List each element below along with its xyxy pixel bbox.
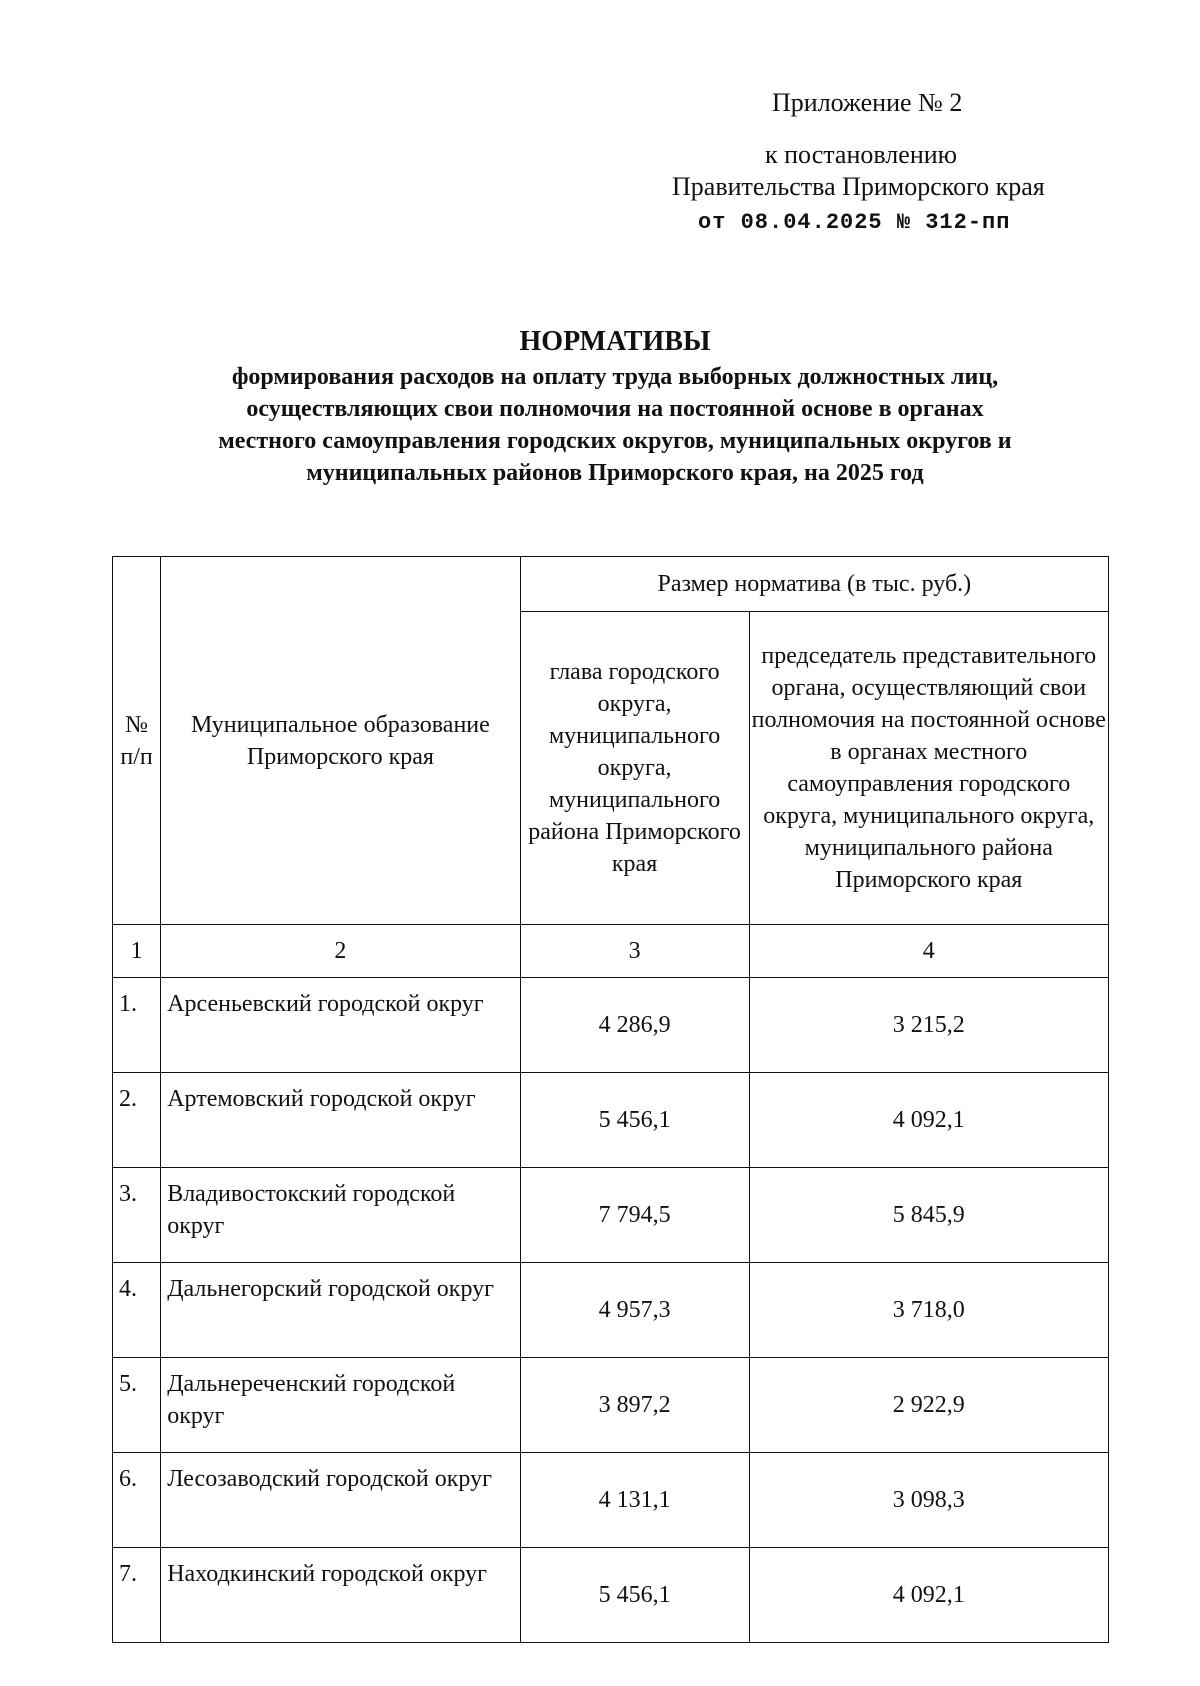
col-header-norm-size: Размер норматива (в тыс. руб.)	[520, 557, 1108, 612]
subtitle-line: муниципальных районов Приморского края, на 2025 год	[306, 460, 924, 486]
municipality-name: Артемовский городской округ	[161, 1073, 520, 1168]
row-number: 4.	[113, 1263, 161, 1358]
table-row	[113, 1168, 1109, 1263]
head-norm-value: 3 897,2	[520, 1358, 749, 1453]
municipality-name: Лесозаводский городской округ	[161, 1453, 520, 1548]
table-row	[113, 1073, 1109, 1168]
municipality-name: Дальнегорский городской округ	[161, 1263, 520, 1358]
to-decree-label: к постановлению	[765, 140, 958, 169]
chair-norm-value: 4 092,1	[749, 1548, 1108, 1643]
table-row	[113, 1548, 1109, 1643]
chair-norm-value: 3 098,3	[749, 1453, 1108, 1548]
table-row	[113, 1263, 1109, 1358]
chair-norm-value: 3 718,0	[749, 1263, 1108, 1358]
subtitle-line: формирования расходов на оплату труда выборных должностных лиц,	[231, 364, 999, 390]
row-number: 6.	[113, 1453, 161, 1548]
column-index: 4	[749, 925, 1108, 978]
document-subtitle	[120, 361, 1110, 489]
appendix-number: Приложение № 2	[772, 88, 963, 117]
subtitle-line: осуществляющих свои полномочия на постоянной основе в органах	[246, 396, 984, 422]
table-row	[113, 978, 1109, 1073]
chair-norm-value: 3 215,2	[749, 978, 1108, 1073]
subtitle-line: местного самоуправления городских округов, муниципальных округов и	[218, 428, 1012, 454]
col-header-municipality: Муниципальное образование Приморского края	[161, 557, 520, 925]
chair-norm-value: 5 845,9	[749, 1168, 1108, 1263]
column-index: 2	[161, 925, 520, 978]
row-number: 3.	[113, 1168, 161, 1263]
col-header-number: № п/п	[113, 557, 161, 925]
document-title-block	[120, 325, 1110, 489]
row-number: 7.	[113, 1548, 161, 1643]
column-index: 3	[520, 925, 749, 978]
row-number: 1.	[113, 978, 161, 1073]
column-index: 1	[113, 925, 161, 978]
col-header-head: глава городского округа, муниципального округа, муниципального района Приморского края	[520, 612, 749, 925]
municipality-name: Дальнереченский городской округ	[161, 1358, 520, 1453]
head-norm-value: 4 286,9	[520, 978, 749, 1073]
table-header-row	[113, 557, 1109, 612]
table-row	[113, 1453, 1109, 1548]
norms-table	[112, 556, 1109, 1643]
table-row	[113, 1358, 1109, 1453]
head-norm-value: 4 957,3	[520, 1263, 749, 1358]
column-index-row	[113, 925, 1109, 978]
government-label: Правительства Приморского края	[672, 172, 1045, 201]
municipality-name: Арсеньевский городской округ	[161, 978, 520, 1073]
head-norm-value: 4 131,1	[520, 1453, 749, 1548]
chair-norm-value: 2 922,9	[749, 1358, 1108, 1453]
head-norm-value: 5 456,1	[520, 1073, 749, 1168]
row-number: 2.	[113, 1073, 161, 1168]
chair-norm-value: 4 092,1	[749, 1073, 1108, 1168]
municipality-name: Владивостокский городской округ	[161, 1168, 520, 1263]
document-title: НОРМАТИВЫ	[519, 326, 711, 357]
row-number: 5.	[113, 1358, 161, 1453]
head-norm-value: 7 794,5	[520, 1168, 749, 1263]
head-norm-value: 5 456,1	[520, 1548, 749, 1643]
municipality-name: Находкинский городской округ	[161, 1548, 520, 1643]
decree-date-stamp: от 08.04.2025 № 312-пп	[698, 210, 1011, 235]
col-header-chair: председатель представительного органа, осуществляющий свои полномочия на постоянной основе в органах местного самоуправления городского округа, муниципального округа, муниципального района Приморского края	[749, 612, 1108, 925]
